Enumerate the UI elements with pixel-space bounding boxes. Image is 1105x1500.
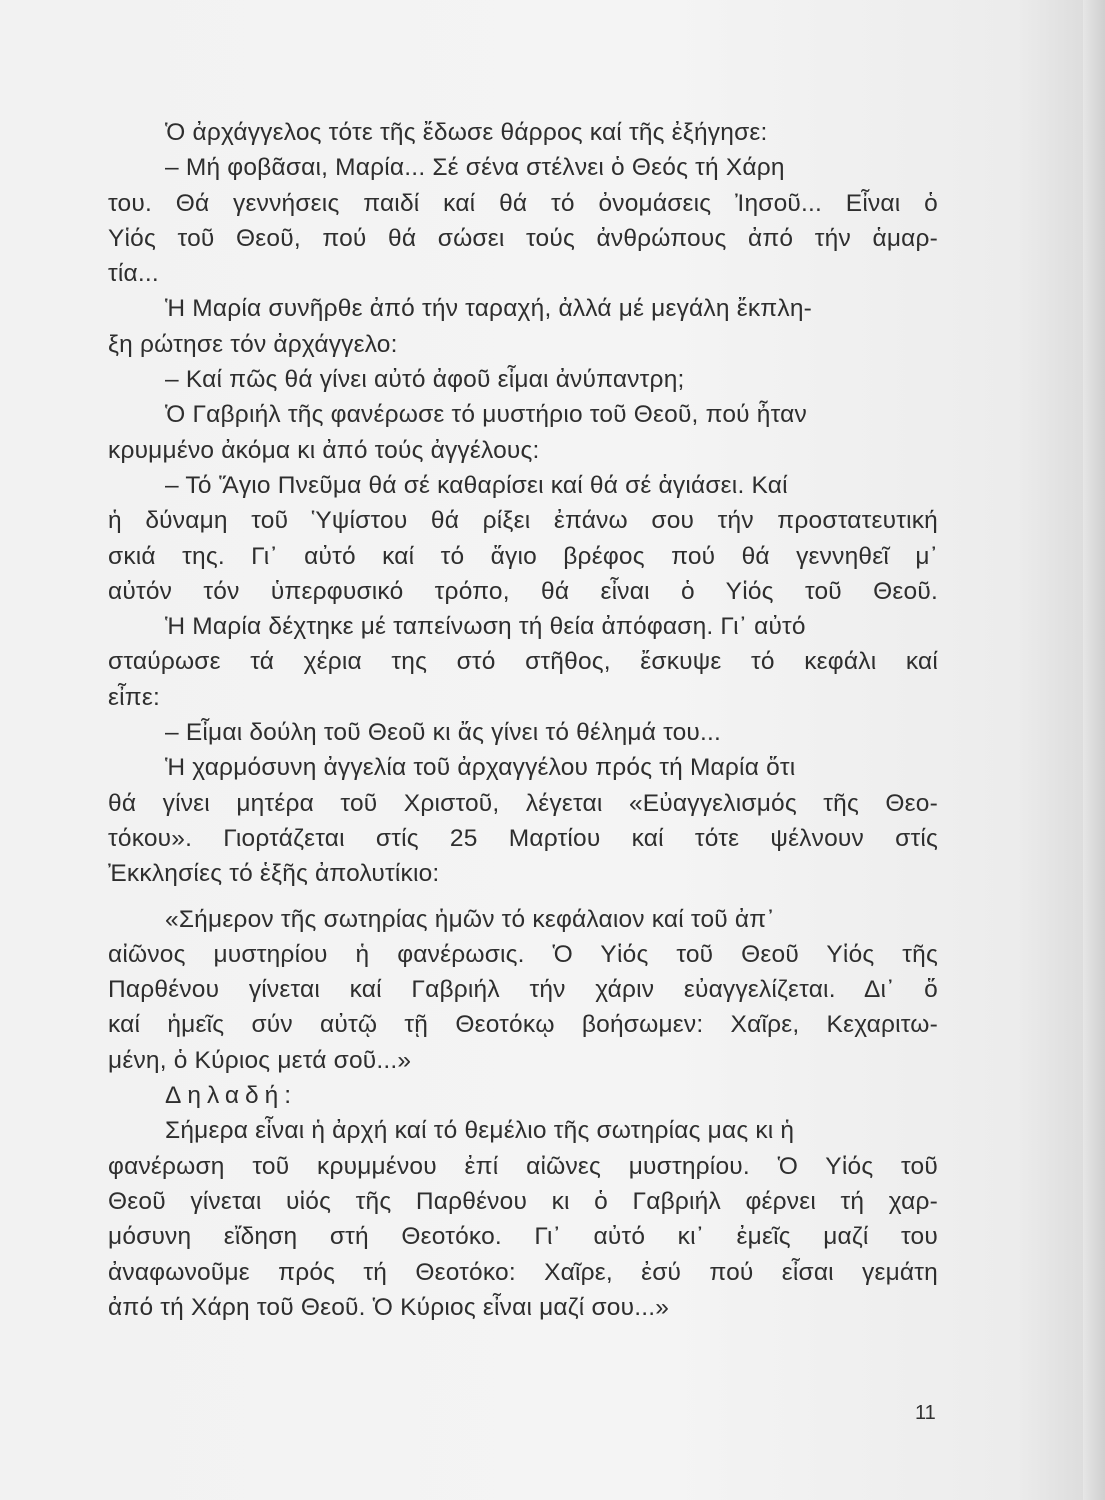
text-line: θά γίνει μητέρα τοῦ Χριστοῦ, λέγεται «Εὐαγγελισμός τῆς Θεο- [108,789,938,817]
page-number: 11 [915,1402,936,1424]
body-text [108,115,938,1325]
text-line: Ἡ χαρμόσυνη ἀγγελία τοῦ ἀρχαγγέλου πρός τή Μαρία ὅτι [165,754,796,782]
text-line: τόκου». Γιορτάζεται στίς 25 Μαρτίου καί τότε ψέλνουν στίς [108,824,938,852]
text-line: Ὁ Γαβριήλ τῆς φανέρωσε τό μυστήριο τοῦ Θεοῦ, πού ἦταν [165,401,807,429]
text-line: Ὁ ἀρχάγγελος τότε τῆς ἔδωσε θάρρος καί τῆς ἐξήγησε: [165,119,768,146]
text-line: αἰῶνος μυστηρίου ἡ φανέρωσις. Ὁ Υἱός τοῦ Θεοῦ Υἱός τῆς [108,940,938,968]
paragraph-gap [108,892,938,902]
text-line: Ἐκκλησίες τό ἑξῆς ἀπολυτίκιο: [108,860,440,888]
text-line: Ἡ Μαρία συνῆρθε ἀπό τήν ταραχή, ἀλλά μέ μεγάλη ἔκπλη- [165,295,813,323]
text-line: – Καί πῶς θά γίνει αὐτό ἀφοῦ εἶμαι ἀνύπαντρη; [165,366,685,394]
text-line: – Μή φοβᾶσαι, Μαρία... Σέ σένα στέλνει ὁ Θεός τή Χάρη [165,154,785,182]
text-line: ξη ρώτησε τόν ἀρχάγγελο: [108,330,398,358]
text-line: – Τό Ἅγιο Πνεῦμα θά σέ καθαρίσει καί θά σέ ἁγιάσει. Καί [165,471,788,499]
text-line: φανέρωση τοῦ κρυμμένου ἐπί αἰῶνες μυστηρίου. Ὁ Υἱός τοῦ [108,1152,938,1180]
text-line: Θεοῦ γίνεται υἱός τῆς Παρθένου κι ὁ Γαβριήλ φέρνει τή χαρ- [108,1187,938,1215]
text-line: Υἱός τοῦ Θεοῦ, πού θά σώσει τούς ἀνθρώπους ἀπό τήν ἁμαρ- [108,224,938,252]
text-line: αὐτόν τόν ὑπερφυσικό τρόπο, θά εἶναι ὁ Υἱός τοῦ Θεοῦ. [108,577,938,605]
text-line: Ἡ Μαρία δέχτηκε μέ ταπείνωση τή θεία ἀπόφαση. Γι᾽ αὐτό [165,613,806,641]
text-line: Σήμερα εἶναι ἡ ἀρχή καί τό θεμέλιο τῆς σωτηρίας μας κι ἡ [165,1117,795,1145]
text-line: σταύρωσε τά χέρια της στό στῆθος, ἔσκυψε τό κεφάλι καί [108,648,938,676]
text-line: σκιά της. Γι᾽ αὐτό καί τό ἅγιο βρέφος πού θά γεννηθεῖ μ᾽ [108,542,938,570]
text-line: «Σήμερον τῆς σωτηρίας ἡμῶν τό κεφάλαιον καί τοῦ ἀπ᾽ [165,905,775,933]
text-line: ἀπό τή Χάρη τοῦ Θεοῦ. Ὁ Κύριος εἶναι μαζί σου...» [108,1293,670,1321]
text-line: τία... [108,260,159,288]
text-line-spaced: Δηλαδή: [165,1082,298,1110]
text-line: καί ἡμεῖς σύν αὐτῷ τῇ Θεοτόκῳ βοήσωμεν: Χαῖρε, Κεχαριτω- [108,1011,938,1039]
text-line: μένη, ὁ Κύριος μετά σοῦ...» [108,1046,412,1074]
page-spine-shadow [1083,0,1105,1500]
text-line: του. Θά γεννήσεις παιδί καί θά τό ὀνομάσεις Ἰησοῦ... Εἶναι ὁ [108,189,938,217]
text-line: ἡ δύναμη τοῦ Ὑψίστου θά ρίξει ἐπάνω σου τήν προστατευτική [108,507,938,535]
text-line: Παρθένου γίνεται καί Γαβριήλ τήν χάριν εὐαγγελίζεται. Δι᾽ ὅ [108,976,938,1004]
text-line: ἀναφωνοῦμε πρός τή Θεοτόκο: Χαῖρε, ἐσύ πού εἶσαι γεμάτη [108,1258,938,1286]
text-line: μόσυνη εἴδηση στή Θεοτόκο. Γι᾽ αὐτό κι᾽ ἐμεῖς μαζί του [108,1223,938,1251]
text-line: εἶπε: [108,683,160,711]
text-line: – Εἶμαι δούλη τοῦ Θεοῦ κι ἄς γίνει τό θέλημά του... [165,719,722,747]
text-line: κρυμμένο ἀκόμα κι ἀπό τούς ἀγγέλους: [108,436,540,464]
